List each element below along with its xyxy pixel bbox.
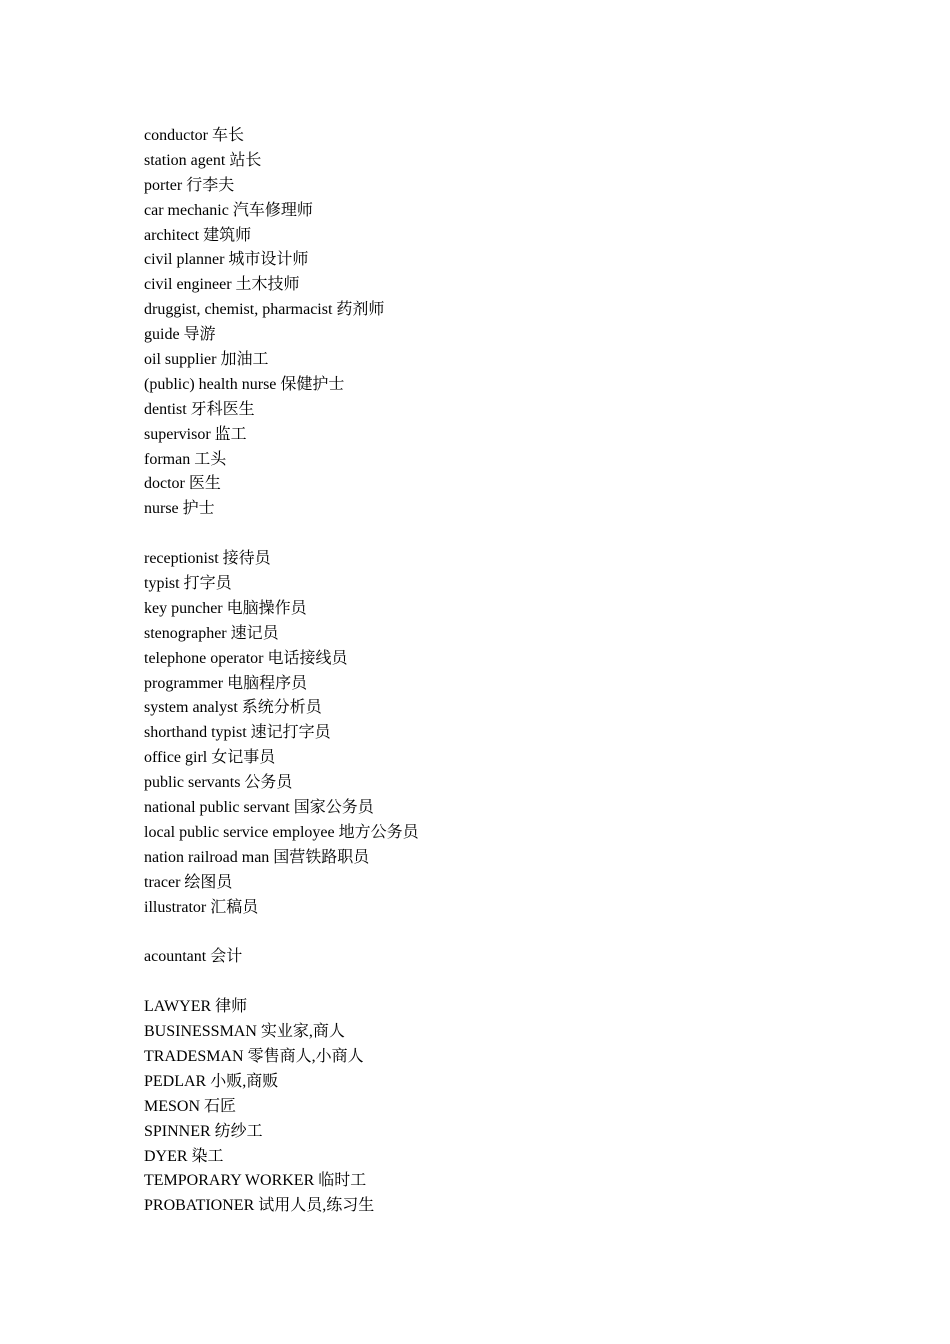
vocabulary-entry: key puncher 电脑操作员 <box>144 599 307 617</box>
vocabulary-entry: national public servant 国家公务员 <box>144 799 374 817</box>
vocabulary-entry: station agent 站长 <box>144 151 262 169</box>
vocabulary-entry: public servants 公务员 <box>144 774 293 792</box>
vocabulary-entry: MESON 石匠 <box>144 1097 237 1115</box>
vocabulary-entry: stenographer 速记员 <box>144 624 279 642</box>
vocabulary-entry: car mechanic 汽车修理师 <box>144 201 313 219</box>
vocabulary-entry: nation railroad man 国营铁路职员 <box>144 848 370 866</box>
vocabulary-group <box>144 995 844 1219</box>
vocabulary-entry: nurse 护士 <box>144 500 215 518</box>
vocabulary-entry: acountant 会计 <box>144 948 243 966</box>
vocabulary-entry: programmer 电脑程序员 <box>144 674 308 692</box>
vocabulary-entry: PROBATIONER 试用人员,练习生 <box>144 1197 375 1215</box>
occupation-vocabulary-list <box>144 124 844 1219</box>
vocabulary-entry: shorthand typist 速记打字员 <box>144 724 331 742</box>
vocabulary-entry: druggist, chemist, pharmacist 药剂师 <box>144 301 385 319</box>
blank-line <box>144 970 844 995</box>
vocabulary-entry: DYER 染工 <box>144 1147 224 1165</box>
vocabulary-entry: doctor 医生 <box>144 475 221 493</box>
vocabulary-entry: supervisor 监工 <box>144 425 247 443</box>
vocabulary-group <box>144 547 844 920</box>
vocabulary-entry: office girl 女记事员 <box>144 749 276 767</box>
vocabulary-entry: porter 行李夫 <box>144 176 235 194</box>
vocabulary-entry: SPINNER 纺纱工 <box>144 1122 263 1140</box>
vocabulary-entry: (public) health nurse 保健护士 <box>144 375 345 393</box>
blank-line <box>144 522 844 547</box>
vocabulary-entry: tracer 绘图员 <box>144 873 233 891</box>
vocabulary-entry: telephone operator 电话接线员 <box>144 649 348 667</box>
vocabulary-entry: receptionist 接待员 <box>144 550 271 568</box>
vocabulary-entry: guide 导游 <box>144 326 216 344</box>
vocabulary-entry: BUSINESSMAN 实业家,商人 <box>144 1023 345 1041</box>
vocabulary-entry: TRADESMAN 零售商人,小商人 <box>144 1047 364 1065</box>
vocabulary-entry: civil engineer 土木技师 <box>144 276 300 294</box>
vocabulary-entry: TEMPORARY WORKER 临时工 <box>144 1172 367 1190</box>
vocabulary-group <box>144 945 844 970</box>
vocabulary-entry: system analyst 系统分析员 <box>144 699 322 717</box>
vocabulary-entry: local public service employee 地方公务员 <box>144 823 419 841</box>
vocabulary-entry: PEDLAR 小贩,商贩 <box>144 1072 279 1090</box>
vocabulary-entry: illustrator 汇稿员 <box>144 898 259 916</box>
blank-line <box>144 921 844 946</box>
vocabulary-entry: forman 工头 <box>144 450 227 468</box>
vocabulary-group <box>144 124 844 522</box>
vocabulary-entry: LAWYER 律师 <box>144 998 248 1016</box>
vocabulary-entry: typist 打字员 <box>144 575 232 593</box>
vocabulary-entry: oil supplier 加油工 <box>144 351 269 369</box>
vocabulary-entry: conductor 车长 <box>144 127 244 144</box>
vocabulary-entry: dentist 牙科医生 <box>144 400 255 418</box>
vocabulary-entry: civil planner 城市设计师 <box>144 251 309 269</box>
vocabulary-entry: architect 建筑师 <box>144 226 252 244</box>
